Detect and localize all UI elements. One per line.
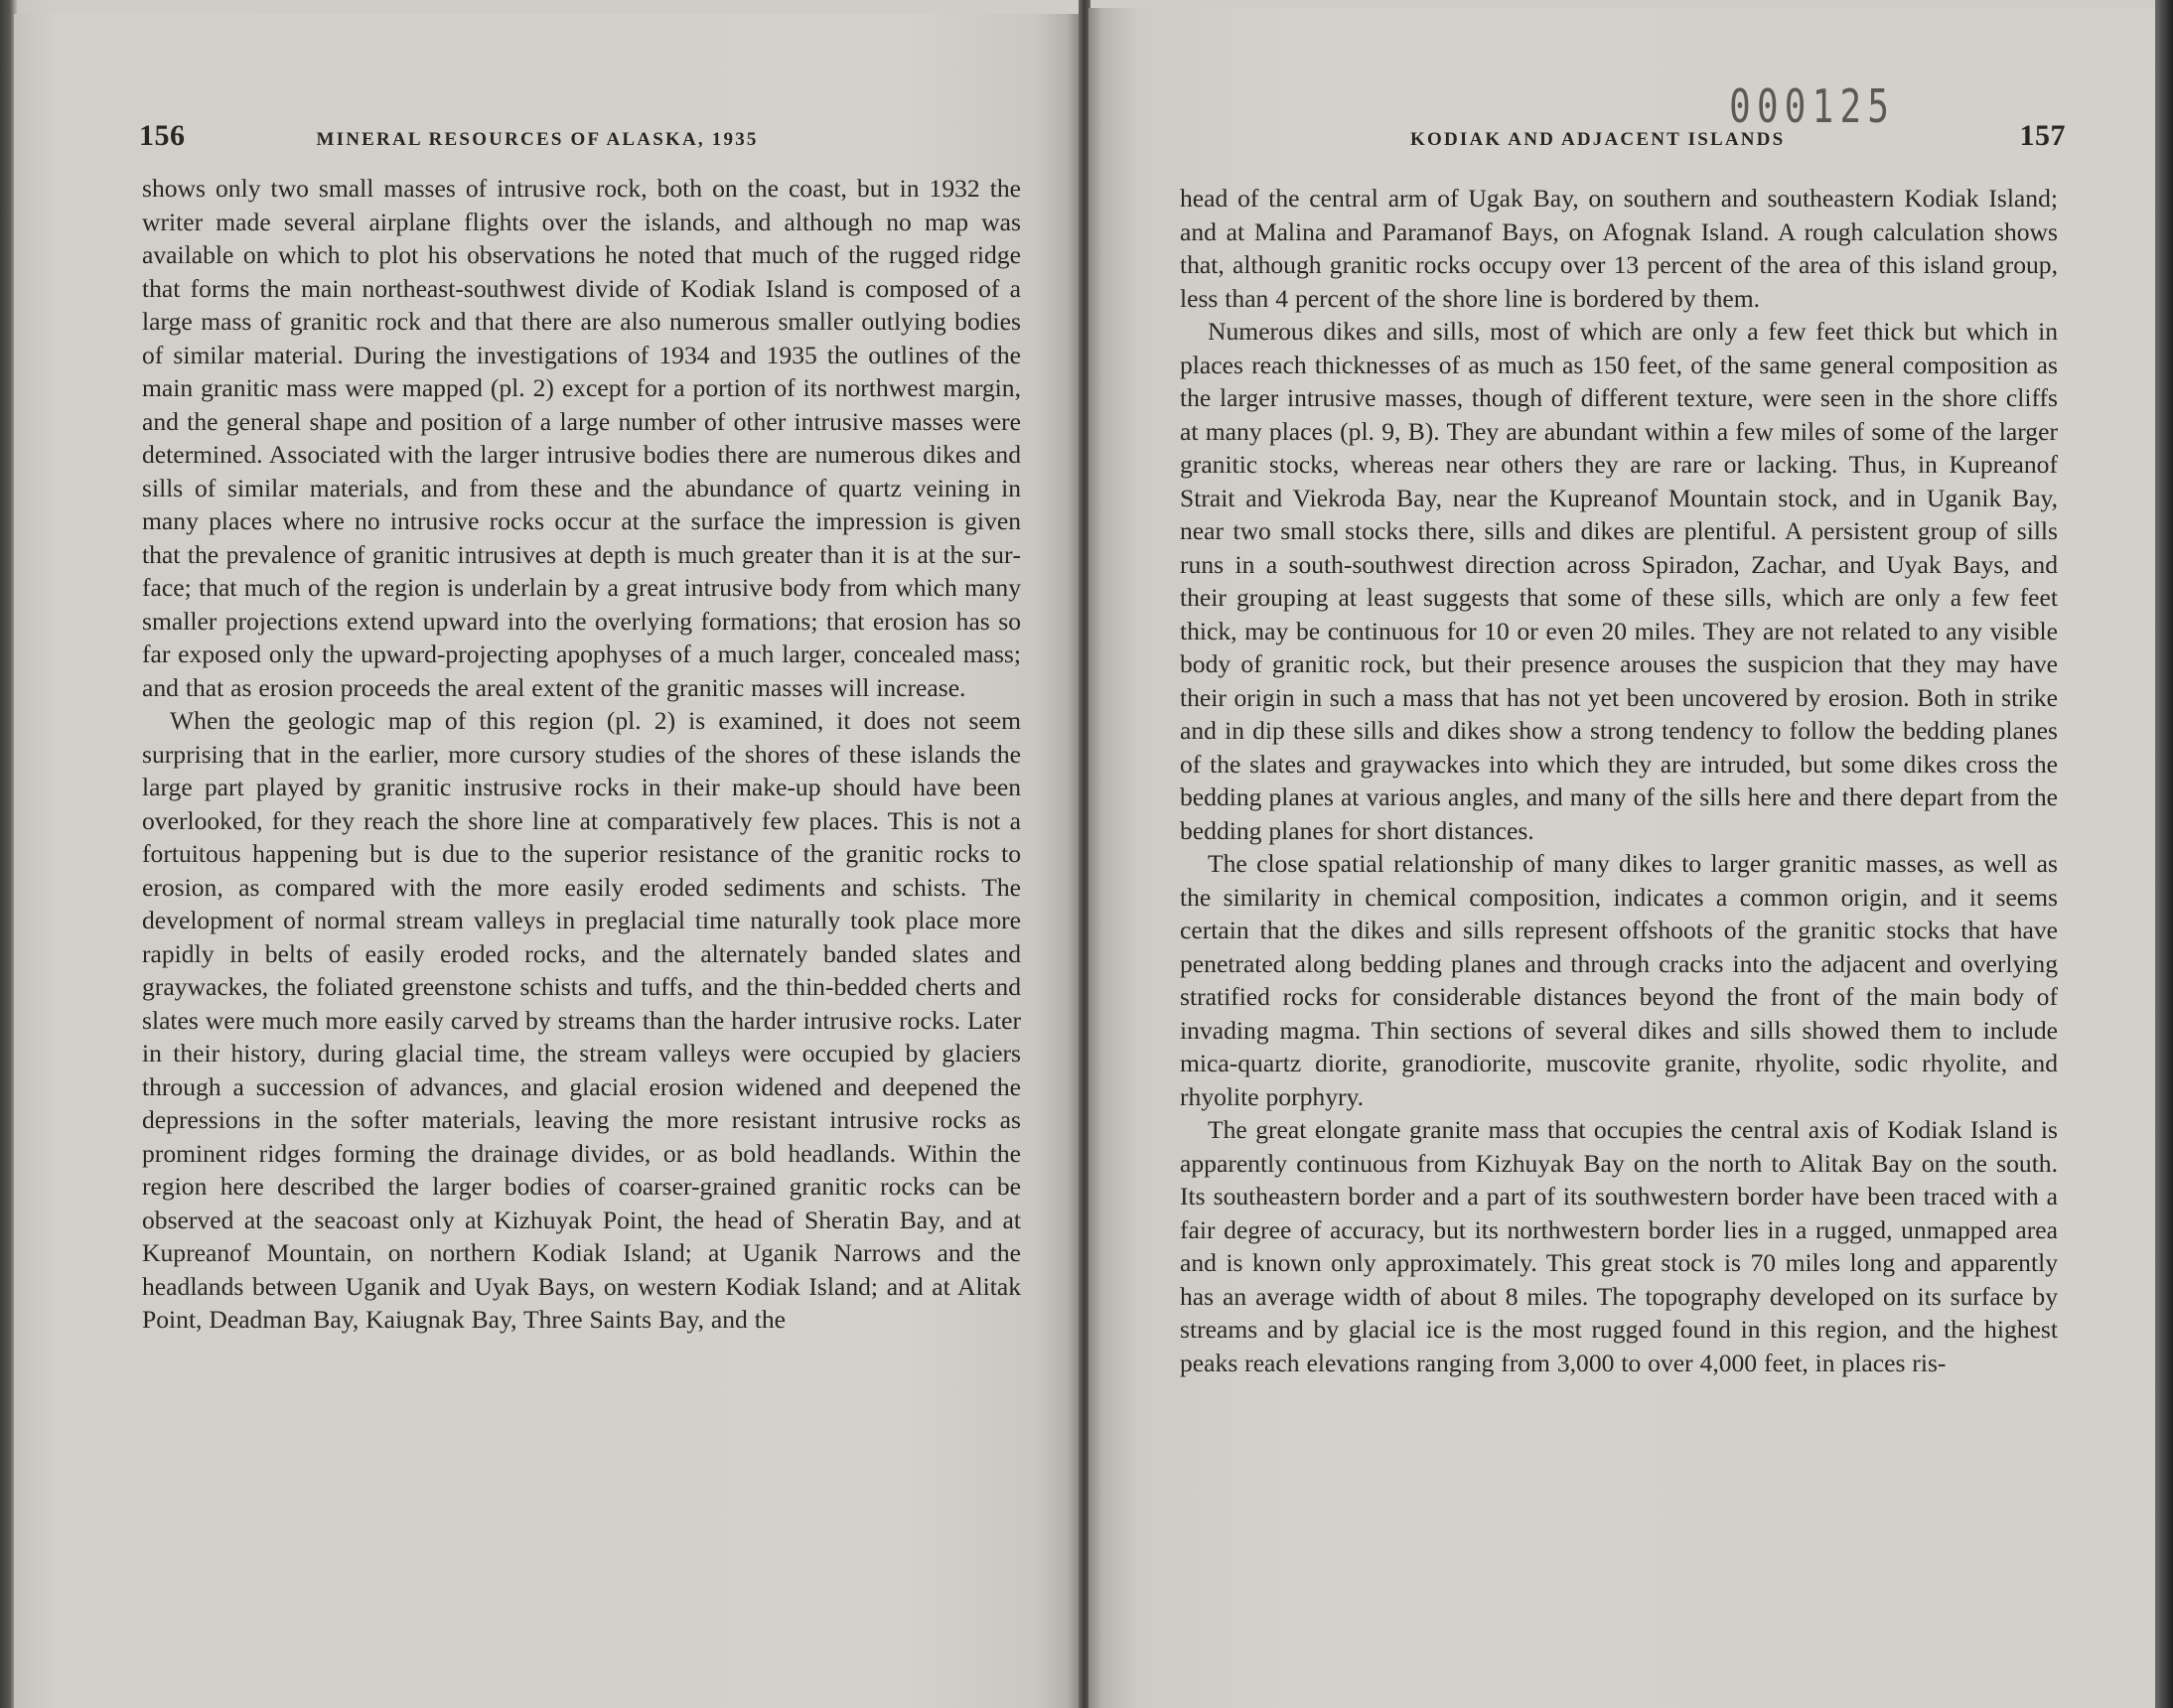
right-paragraph-4: The great elongate granite mass that occupies the central axis of Kodiak Island is apparently continuous from Kizhuyak Bay on the north to Alitak Bay on the south. Its southeastern border and a part of its southwestern border have been traced with a fair degree of accuracy, but its northwestern border lies in a rugged, unmapped area and is known only approximately. This great stock is 70 miles long and apparently has an average width of about 8 miles. The topography developed on its surface by streams and by glacial ice is the most rugged found in this region, and the highest peaks reach elevations ranging from 3,000 to over 4,000 feet, in places ris- xyxy=(1180,1115,2058,1377)
right-page-number: 157 xyxy=(2019,119,2066,152)
right-paragraph-2: Numerous dikes and sills, most of which are only a few feet thick but which in places reach thicknesses of as much as 150 feet, of the same general composition as the larger intrusive masses, though of different texture, were seen in the shore cliffs at many places (pl. 9, B). They are abundant within a few miles of some of the larger granitic stocks, whereas near others they are rare or lacking. Thus, in Kupreanof Strait and Viekroda Bay, near the Kupreanof Mountain stock, and in Uganik Bay, near two small stocks there, sills and dikes are plentiful. A persistent group of sills runs in a south-southwest direction across Spiradon, Zachar, and Uyak Bays, and their grouping at least suggests that some of these sills, which are only a few feet thick, may be continuous for 10 or even 20 miles. They are not related to any visible body of granitic rock, but their presence arouses the suspicion that they may have their origin in such a mass that has not yet been uncovered by erosion. Both in strike and in dip these sills and dikes show a strong tendency to follow the bedding planes of the slates and graywackes into which they are intruded, but some dikes cross the bedding planes at various angles, and many of the sills here and there depart from the bedding planes for short distances. xyxy=(1180,317,2058,845)
right-paragraph-3: The close spatial relationship of many dikes to larger granitic masses, as well as the similarity in chemical composition, indicates a common origin, and it seems certain that the dikes and sills represent offshoots of the granitic stocks that have penetrated along bedding planes and through cracks into the adjacent and overlying stratified rocks for considerable distances beyond the front of the main body of invading magma. Thin sections of several dikes and sills showed them to include mica-quartz diorite, granodiorite, muscovite granite, rhyolite, sodic rhyolite, and rhyolite porphyry. xyxy=(1180,849,2058,1111)
left-page-number: 156 xyxy=(139,119,186,152)
scan-edge xyxy=(2155,0,2173,1708)
archive-stamp: 000125 xyxy=(1728,79,1895,133)
right-page-header xyxy=(1410,119,2066,159)
left-paragraph-1: shows only two small masses of intrusive rock, both on the coast, but in 1932 the writer made several airplane flights over the islands, and although no map was available on which to plot his observations he noted that much of the rugged ridge that forms the main northeast-southwest divide of Kodiak Island is composed of a large mass of granitic rock and that there are also numerous smaller outlying bodies of similar material. During the investigations of 1934 and 1935 the outlines of the main granitic mass were mapped (pl. 2) except for a portion of its northwest margin, and the general shape and position of a large number of other intrusive masses were determined. Associated with the larger intrusive bodies there are numerous dikes and sills of similar materials, and from these and the abundance of quartz veining in many places where no intrusive rocks occur at the surface the impression is given that the prevalence of granitic intrusives at depth is much greater than it is at the surface; that much of the region is underlain by a great intrusive body from which many smaller projections extend upward into the overlying formations; that erosion has so far exposed only the upward-projecting apophyses of a much larger, concealed mass; and that as erosion proceeds the areal extent of the granitic masses will increase. xyxy=(142,174,1021,702)
left-page-header xyxy=(139,119,1053,159)
left-page-body xyxy=(142,172,1021,1337)
left-paragraph-2: When the geologic map of this region (pl. 2) is examined, it does not seem surprising that in the earlier, more cursory studies of the shores of these islands the large part played by granitic instrusive rocks in their make-up should have been overlooked, for they reach the shore line at comparatively few places. This is not a fortuitous happening but is due to the superior resistance of the granitic rocks to erosion, as compared with the more easily eroded sediments and schists. The development of normal stream valleys in preglacial time naturally took place more rapidly in belts of easily eroded rocks, and the alternately banded slates and graywackes, the foliated greenstone schists and tuffs, and the thin-bedded cherts and slates were much more easily carved by streams than the harder intrusive rocks. Later in their history, during glacial time, the stream valleys were occupied by glaciers through a succession of advances, and glacial erosion widened and deepened the depressions in the softer materials, leaving the more resistant intrusive rocks as prominent ridges forming the drainage divides, or as bold headlands. Within the region here described the larger bodies of coarser-grained granitic rocks can be observed at the seacoast only at Kizhuyak Point, the head of Sheratin Bay, and at Kupreanof Mountain, on northern Kodiak Island; at Uganik Narrows and the headlands between Uganik and Uyak Bays, on western Kodiak Island; and at Alitak Point, Deadman Bay, Kaiugnak Bay, Three Saints Bay, and the xyxy=(142,706,1021,1334)
right-page-body xyxy=(1180,182,2058,1379)
right-paragraph-1: head of the central arm of Ugak Bay, on southern and southeastern Kodiak Island; and at Malina and Paramanof Bays, on Afognak Island. A rough calculation shows that, although granitic rocks occupy over 13 percent of the area of this island group, less than 4 percent of the shore line is bordered by them. xyxy=(1180,184,2058,313)
left-running-head: MINERAL RESOURCES OF ALASKA, 1935 xyxy=(316,129,759,150)
right-running-head: KODIAK AND ADJACENT ISLANDS xyxy=(1410,129,1786,150)
